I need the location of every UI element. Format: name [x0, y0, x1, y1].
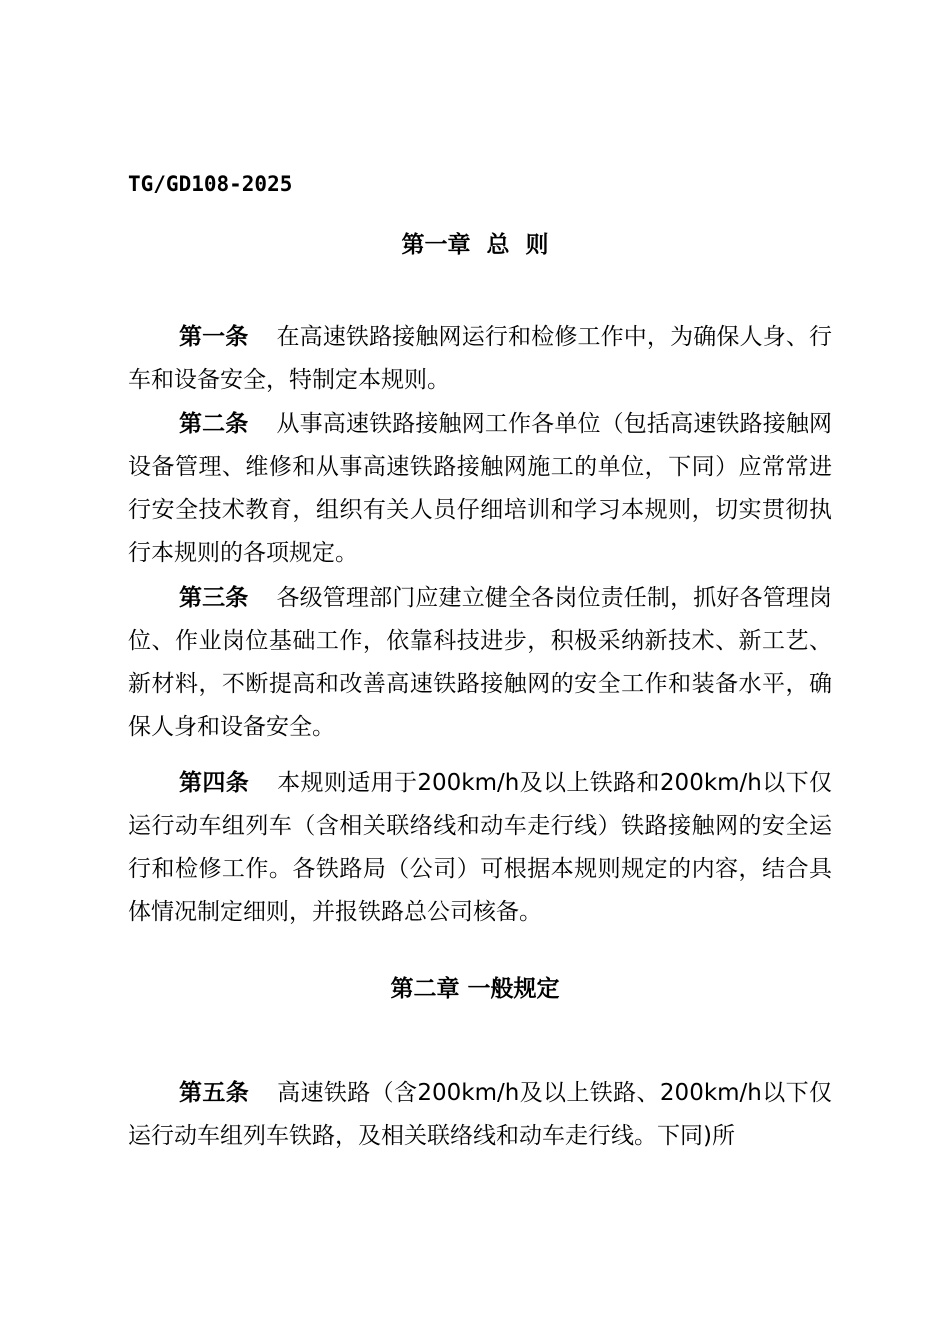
- article-3-text: 各级管理部门应建立健全各岗位责任制，抓好各管理岗位、作业岗位基础工作，依靠科技进步，积极采纳新技术、新工艺、新材料，不断提高和改善高速铁路接触网的安全工作和装备水平，确保人身和设备安全。: [128, 585, 833, 740]
- article-3-label: 第三条: [179, 585, 249, 611]
- article-3: [128, 577, 832, 749]
- article-2-text: 从事高速铁路接触网工作各单位（包括高速铁路接触网设备管理、维修和从事高速铁路接触网施工的单位，下同）应常常进行安全技术教育，组织有关人员仔细培训和学习本规则，切实贯彻执行本规则的各项规定。: [128, 411, 833, 566]
- article-1: [128, 316, 832, 402]
- article-5-label: 第五条: [179, 1080, 250, 1106]
- article-2-label: 第二条: [179, 411, 249, 437]
- article-2: [128, 403, 832, 575]
- article-4-text: 本规则适用于200km/h及以上铁路和200km/h以下仅运行动车组列车（含相关联络线和动车走行线）铁路接触网的安全运行和检修工作。各铁路局（公司）可根据本规则规定的内容，结合具体情况制定细则，并报铁路总公司核备。: [128, 770, 832, 925]
- chapter-1-title: 第一章 总 则: [401, 232, 549, 258]
- article-4-label: 第四条: [179, 770, 250, 796]
- article-5: [128, 1072, 832, 1158]
- article-5-text: 高速铁路（含200km/h及以上铁路、200km/h以下仅运行动车组列车铁路，及相关联络线和动车走行线。下同)所: [128, 1080, 832, 1149]
- chapter-2-title: 第二章 一般规定: [390, 976, 560, 1002]
- document-code: TG/GD108-2025: [128, 172, 293, 196]
- article-1-label: 第一条: [179, 324, 249, 350]
- article-1-text: 在高速铁路接触网运行和检修工作中，为确保人身、行车和设备安全，特制定本规则。: [128, 324, 833, 393]
- article-4: [128, 762, 832, 934]
